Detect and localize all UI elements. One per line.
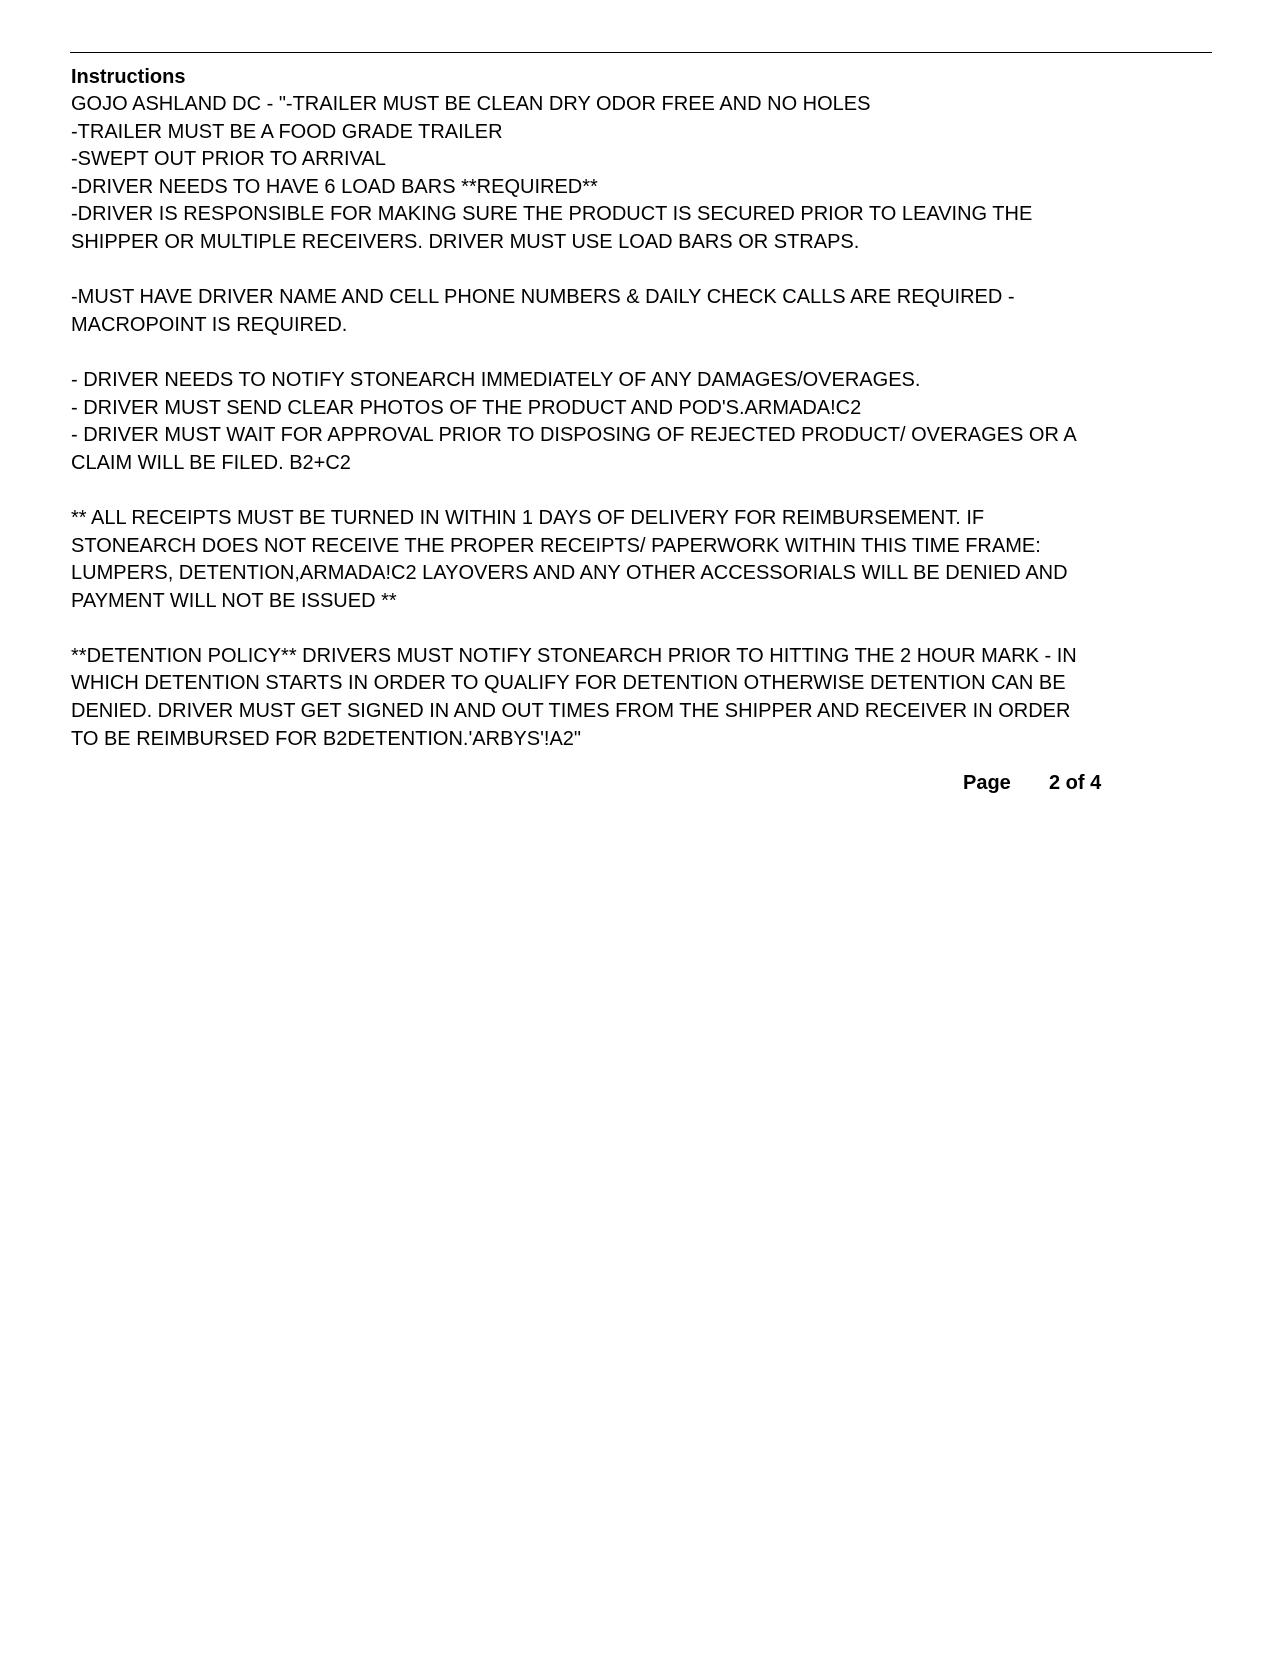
instruction-line: -SWEPT OUT PRIOR TO ARRIVAL [71, 148, 386, 171]
blank-line [71, 339, 1221, 367]
instruction-line: PAYMENT WILL NOT BE ISSUED ** [71, 589, 397, 612]
instructions-heading: Instructions [71, 66, 186, 88]
instructions-section [71, 64, 1221, 753]
instruction-line: -DRIVER NEEDS TO HAVE 6 LOAD BARS **REQUIRED** [71, 175, 598, 198]
instruction-line: SHIPPER OR MULTIPLE RECEIVERS. DRIVER MUST USE LOAD BARS OR STRAPS. [71, 230, 860, 253]
instruction-line: GOJO ASHLAND DC - "-TRAILER MUST BE CLEAN DRY ODOR FREE AND NO HOLES [71, 93, 871, 115]
instruction-line: ** ALL RECEIPTS MUST BE TURNED IN WITHIN 1 DAYS OF DELIVERY FOR REIMBURSEMENT. IF [71, 506, 985, 529]
instructions-body [71, 91, 1221, 753]
instruction-line: STONEARCH DOES NOT RECEIVE THE PROPER RECEIPTS/ PAPERWORK WITHIN THIS TIME FRAME: [71, 534, 1041, 557]
instruction-line: - DRIVER MUST SEND CLEAR PHOTOS OF THE PRODUCT AND POD'S.ARMADA!C2 [71, 396, 862, 419]
page-label: Page [963, 772, 1011, 794]
blank-line [71, 477, 1221, 505]
instruction-line: - DRIVER NEEDS TO NOTIFY STONEARCH IMMEDIATELY OF ANY DAMAGES/OVERAGES. [71, 368, 921, 391]
blank-line [71, 615, 1221, 643]
instruction-line: - DRIVER MUST WAIT FOR APPROVAL PRIOR TO DISPOSING OF REJECTED PRODUCT/ OVERAGES OR A [71, 424, 1077, 447]
instruction-line: -MUST HAVE DRIVER NAME AND CELL PHONE NUMBERS & DAILY CHECK CALLS ARE REQUIRED - [71, 286, 1015, 309]
page-number [963, 770, 1101, 797]
instruction-line: -TRAILER MUST BE A FOOD GRADE TRAILER [71, 120, 503, 143]
instruction-line: MACROPOINT IS REQUIRED. [71, 313, 348, 336]
instruction-line: LUMPERS, DETENTION,ARMADA!C2 LAYOVERS AND ANY OTHER ACCESSORIALS WILL BE DENIED AND [71, 562, 1068, 585]
instruction-line: **DETENTION POLICY** DRIVERS MUST NOTIFY STONEARCH PRIOR TO HITTING THE 2 HOUR MARK - IN [71, 644, 1077, 667]
instruction-line: TO BE REIMBURSED FOR B2DETENTION.'ARBYS'!A2" [71, 727, 582, 750]
top-divider [70, 52, 1212, 53]
instruction-line: -DRIVER IS RESPONSIBLE FOR MAKING SURE THE PRODUCT IS SECURED PRIOR TO LEAVING THE [71, 203, 1033, 226]
instruction-line: WHICH DETENTION STARTS IN ORDER TO QUALIFY FOR DETENTION OTHERWISE DETENTION CAN BE [71, 672, 1066, 695]
page-value: 2 of 4 [1049, 772, 1102, 794]
instruction-line: DENIED. DRIVER MUST GET SIGNED IN AND OUT TIMES FROM THE SHIPPER AND RECEIVER IN ORDER [71, 700, 1071, 723]
blank-line [71, 257, 1221, 285]
instruction-line: CLAIM WILL BE FILED. B2+C2 [71, 451, 351, 474]
